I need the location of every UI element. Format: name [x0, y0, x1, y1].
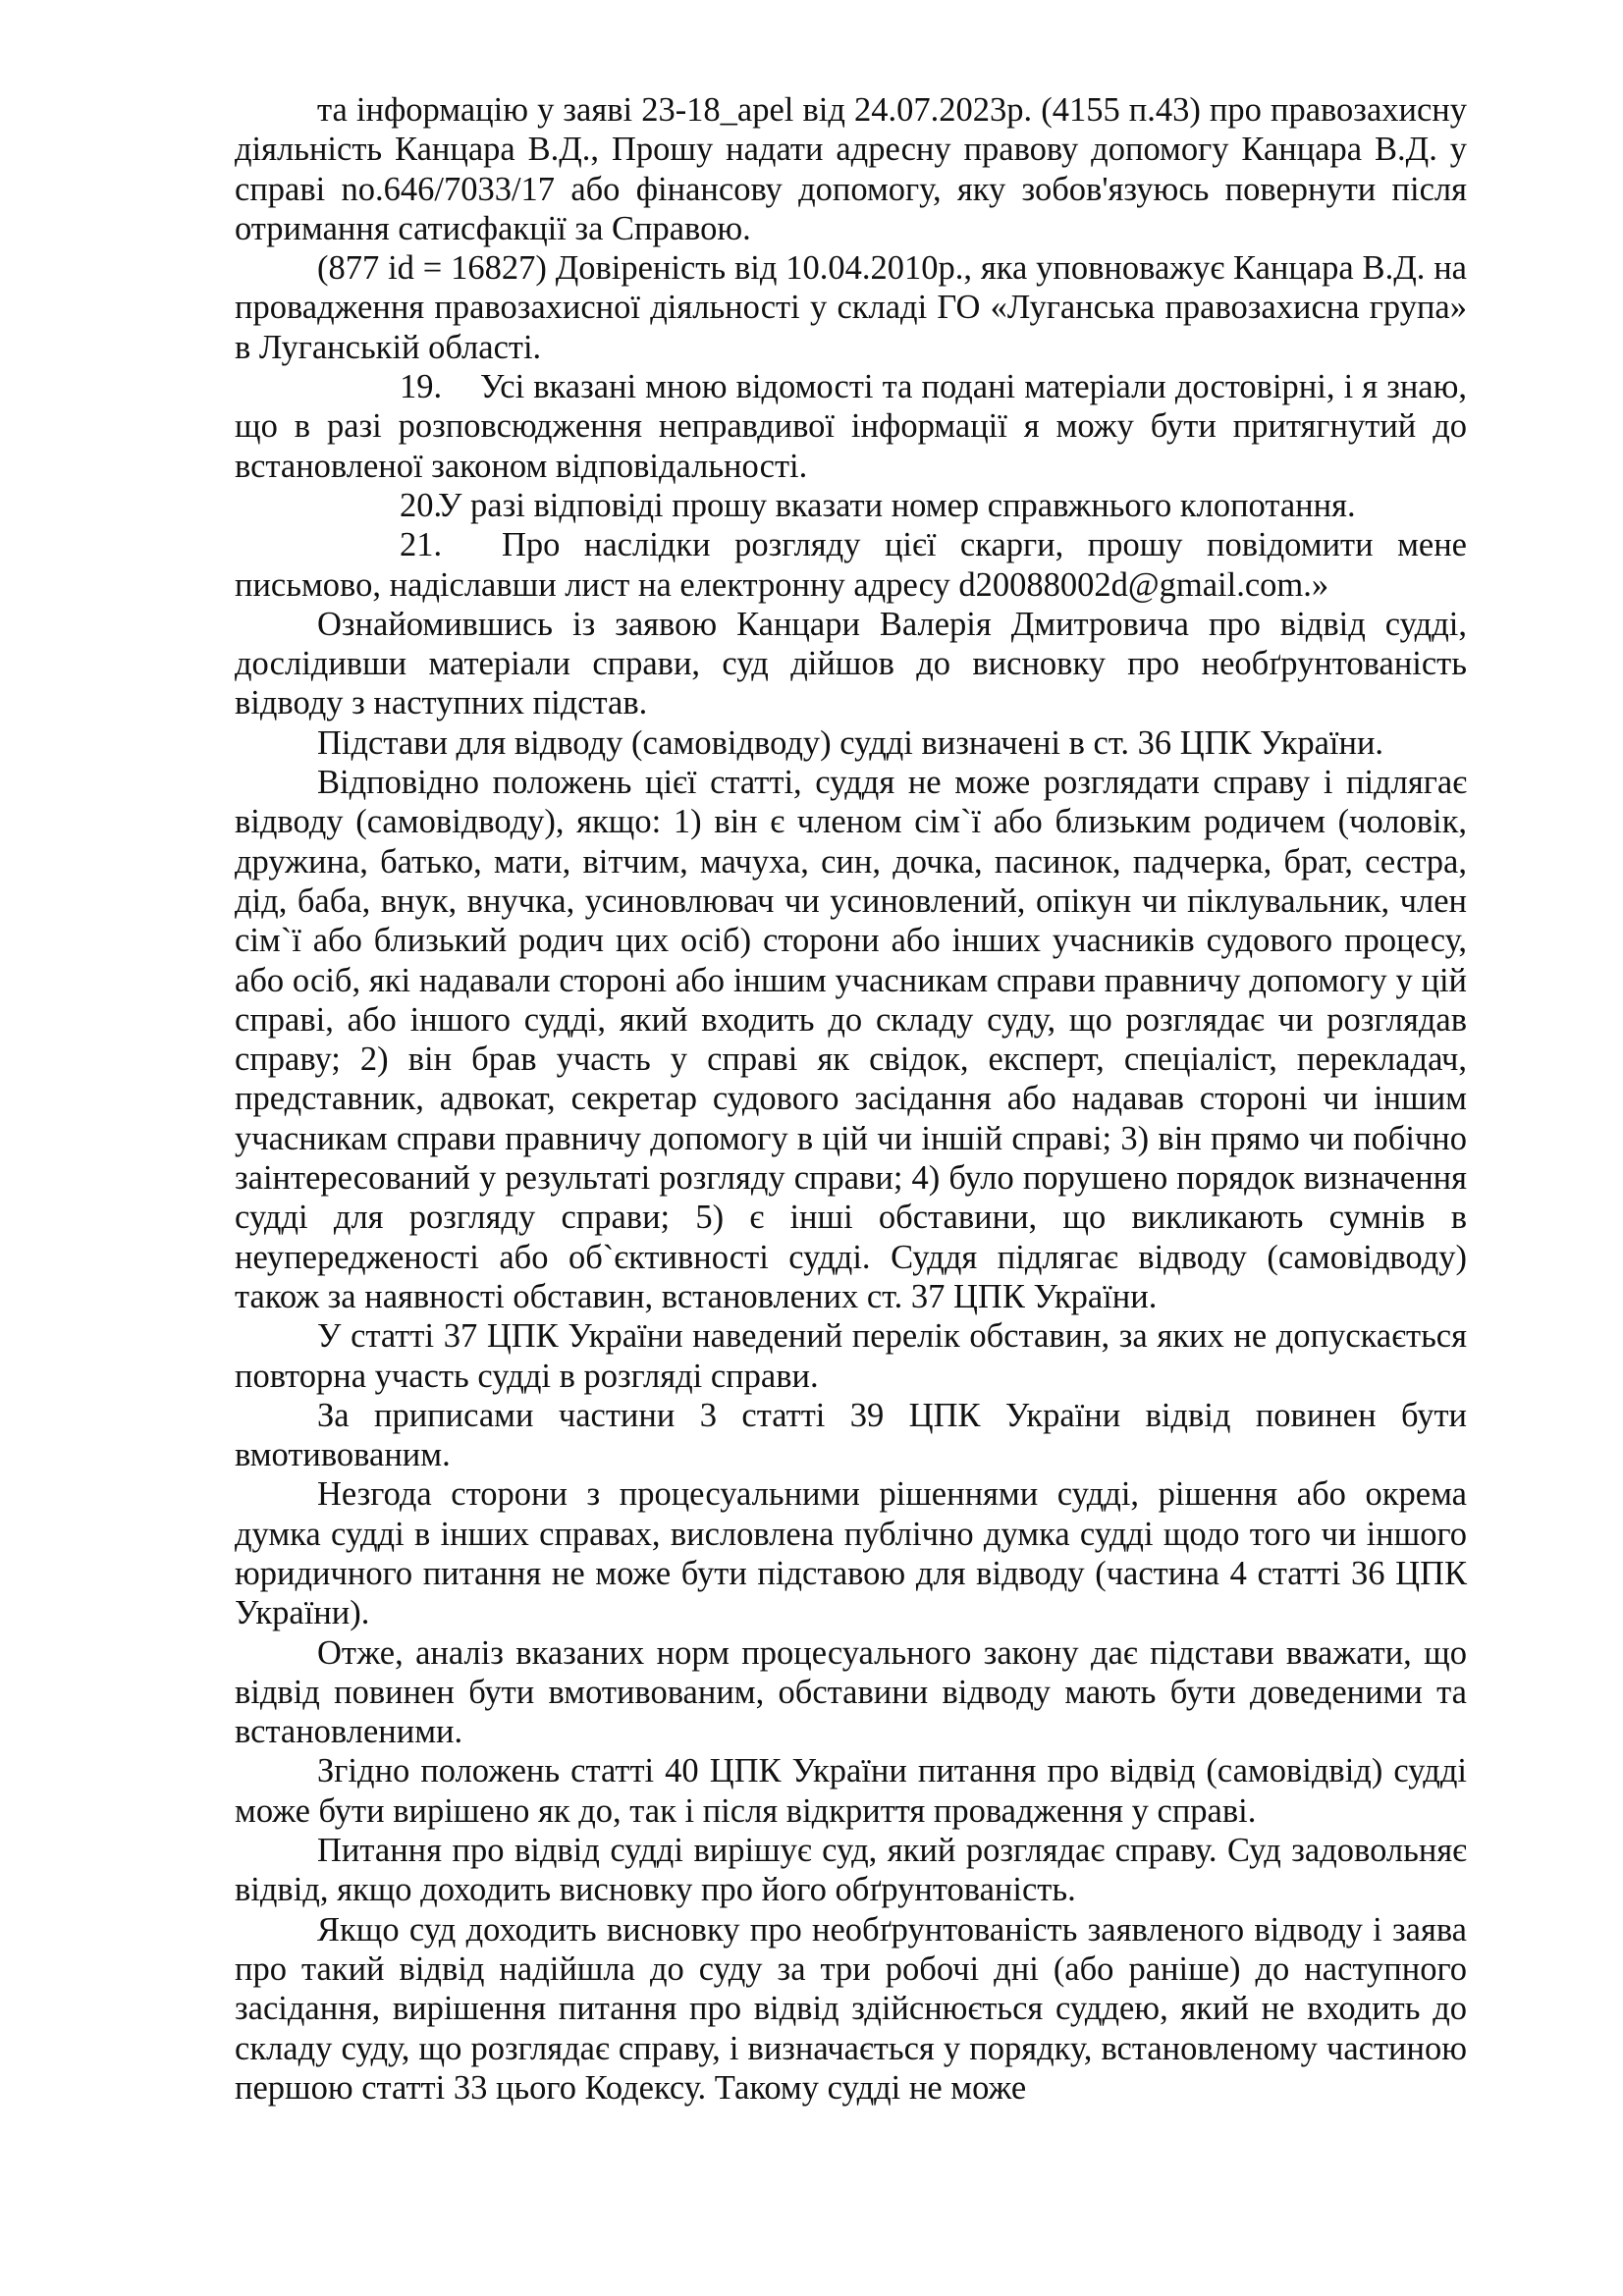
paragraph-article-40: Згідно положень статті 40 ЦПК України питання про відвід (самовідвід) судді може бути вирішено як до, так і після відкриття провадження у справі.: [235, 1752, 1467, 1830]
document-page: [235, 90, 1467, 2108]
paragraph-info-statement: та інформацію у заяві 23-18_apel від 24.07.2023р. (4155 п.43) про правозахисну діяльність Канцара В.Д., Прошу надати адресну правову допомогу Канцара В.Д. у справі no.646/7033/17 або фінансову допомогу, яку зобов'язуюсь повернути після отримання сатисфакції за Справою.: [235, 91, 1467, 247]
paragraph-grounds-list: Відповідно положень цієї статті, суддя не може розглядати справу і підлягає відводу (самовідводу), якщо: 1) він є членом сім`ї або близьким родичем (чоловік, дружина, батько, мати, вітчим, мачуха, син, дочка, пасинок, падчерка, брат, сестра, дід, баба, внук, внучка, усиновлювач чи усиновлений, опікун чи піклувальник, член сім`ї або близький родич цих осіб) сторони або інших учасників судового процесу, або осіб, які надавали стороні або іншим учасникам справи правничу допомогу у цій справі, або іншого судді, який входить до складу суду, що розглядає чи розглядав справу; 2) він брав участь у справі як свідок, експерт, спеціаліст, перекладач, представник, адвокат, секретар судового засідання або надавав стороні чи іншим учасникам справи правничу допомогу в цій чи іншій справі; 3) він прямо чи побічно заінтересований у результаті розгляду справи; 4) було порушено порядок визначення судді для розгляду справи; 5) є інші обставини, що викликають сумнів в неупередженості або об`єктивності судді. Суддя підлягає відводу (самовідводу) також за наявності обставин, встановлених ст. 37 ЦПК України.: [235, 764, 1467, 1315]
item-text: Про наслідки розгляду цієї скарги, прошу повідомити мене письмово, надіславши лист на електронну адресу d20088002d@gmail.com.»: [235, 526, 1467, 604]
paragraph-court-decides: Питання про відвід судді вирішує суд, який розглядає справу. Суд задовольняє відвід, якщо доходить висновку про його обґрунтованість.: [235, 1832, 1467, 1909]
paragraph-court-conclusion: Ознайомившись із заявою Канцари Валерія Дмитровича про відвід судді, дослідивши матеріали справи, суд дійшов до висновку про необґрунтованість відводу з наступних підстав.: [235, 605, 1467, 722]
paragraph-article-39: За приписами частини 3 статті 39 ЦПК України відвід повинен бути вмотивованим.: [235, 1396, 1467, 1474]
paragraph-analysis: Отже, аналіз вказаних норм процесуального закону дає підстави вважати, що відвід повинен бути вмотивованим, обставини відводу мають бути доведеними та встановленими.: [235, 1633, 1467, 1751]
paragraph-power-of-attorney: (877 id = 16827) Довіреність від 10.04.2010р., яка уповноважує Канцара В.Д. на провадження правозахисної діяльності у складі ГО «Луганська правозахисна група» в Луганській області.: [235, 249, 1467, 366]
paragraph-item-21: [235, 525, 1467, 605]
item-text: Усі вказані мною відомості та подані матеріали достовірні, і я знаю, що в разі розповсюдження неправдивої інформації я можу бути притягнутий до встановленої законом відповідальності.: [235, 368, 1467, 485]
paragraph-item-20: [235, 486, 1467, 525]
item-number: 20.: [400, 486, 443, 524]
paragraph-disagreement: Незгода сторони з процесуальними рішеннями судді, рішення або окрема думка судді в інших справах, висловлена публічно думка судді щодо того чи іншого юридичного питання не може бути підставою для відводу (частина 4 статті 36 ЦПК України).: [235, 1475, 1467, 1632]
paragraph-article-37: У статті 37 ЦПК України наведений перелік обставин, за яких не допускається повторна участь судді в розгляді справи.: [235, 1317, 1467, 1395]
paragraph-grounds-article-36: Підстави для відводу (самовідводу) судді визначені в ст. 36 ЦПК України.: [317, 723, 1384, 762]
paragraph-unfounded-recusal: Якщо суд доходить висновку про необґрунтованість заявленого відводу і заява про такий відвід надійшла до суду за три робочі дні (або раніше) до наступного засідання, вирішення питання про відвід здійснюється суддею, який не входить до складу суду, що розглядає справу, і визначається у порядку, встановленому частиною першою статті 33 цього Кодексу. Такому судді не може: [235, 1910, 1467, 2107]
item-number: 19.: [400, 368, 443, 406]
item-text: У разі відповіді прошу вказати номер справжнього клопотання.: [438, 486, 1356, 524]
item-number: 21.: [400, 526, 443, 564]
paragraph-item-19: [235, 367, 1467, 486]
